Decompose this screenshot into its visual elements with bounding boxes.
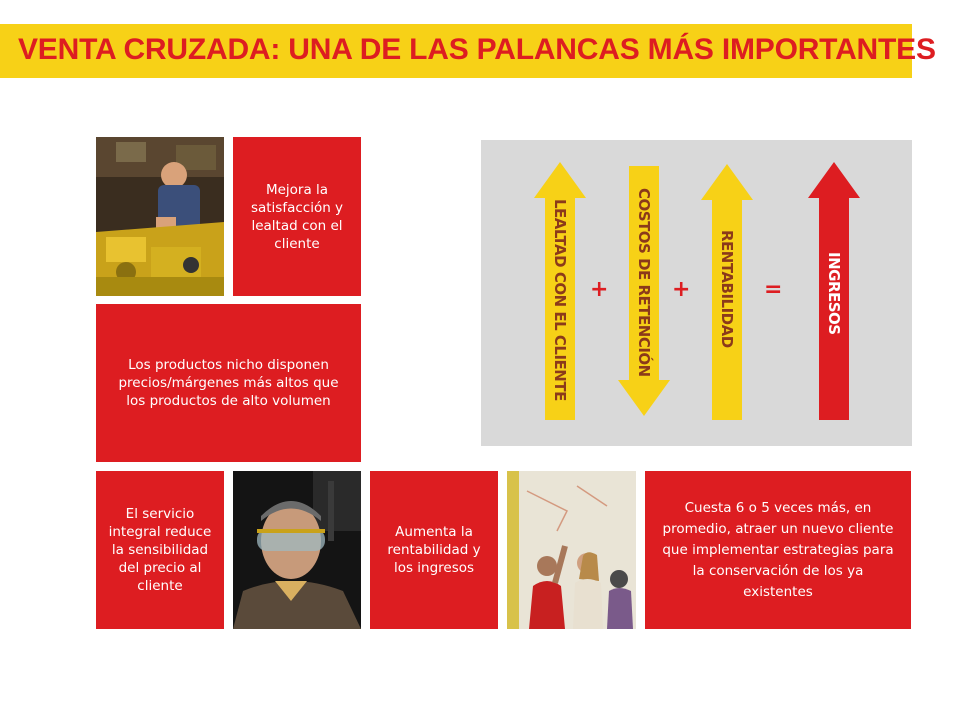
- tile-integral-service-text: El servicio integral reduce la sensibilidad del precio al cliente: [108, 506, 212, 594]
- arrow-up-icon: [808, 162, 860, 420]
- tile-niche-products: [96, 304, 361, 462]
- arrow-label-loyalty: LEALTAD CON EL CLIENTE: [551, 199, 569, 401]
- photo-team-whiteboard: [507, 471, 636, 629]
- tile-profitability-text: Aumenta la rentabilidad y los ingresos: [387, 524, 481, 576]
- arrow-label-revenue: INGRESOS: [825, 251, 843, 335]
- equals-sign: =: [764, 277, 783, 302]
- equation-panel: [481, 140, 912, 446]
- tile-satisfaction: [233, 137, 361, 296]
- tile-satisfaction-text: Mejora la satisfacción y lealtad con el cliente: [250, 181, 344, 252]
- photo-mechanic-engine: [96, 137, 224, 296]
- arrow-up-icon: [701, 164, 753, 420]
- photo-man-safety-goggles: [233, 471, 361, 629]
- arrow-label-profitability: RENTABILIDAD: [718, 230, 736, 348]
- arrow-label-retention-costs: COSTOS DE RETENCIÓN: [635, 187, 653, 377]
- page-title: VENTA CRUZADA: UNA DE LAS PALANCAS MÁS IMPORTANTES: [18, 33, 936, 66]
- plus-sign: +: [590, 277, 609, 302]
- tile-acquisition-cost: [645, 471, 911, 629]
- tile-integral-service: [96, 471, 224, 629]
- tile-profitability: [370, 471, 498, 629]
- arrow-down-icon: [618, 166, 670, 416]
- title-bar: [0, 24, 936, 78]
- tile-acquisition-cost-text: Cuesta 6 o 5 veces más, en promedio, atraer un nuevo cliente que implementar estrategias para la conservación de los ya existentes: [662, 499, 894, 600]
- plus-sign: +: [672, 277, 691, 302]
- tile-niche-products-text: Los productos nicho disponen precios/márgenes más altos que los productos de alto volumen: [118, 357, 339, 409]
- arrow-up-icon: [534, 162, 586, 420]
